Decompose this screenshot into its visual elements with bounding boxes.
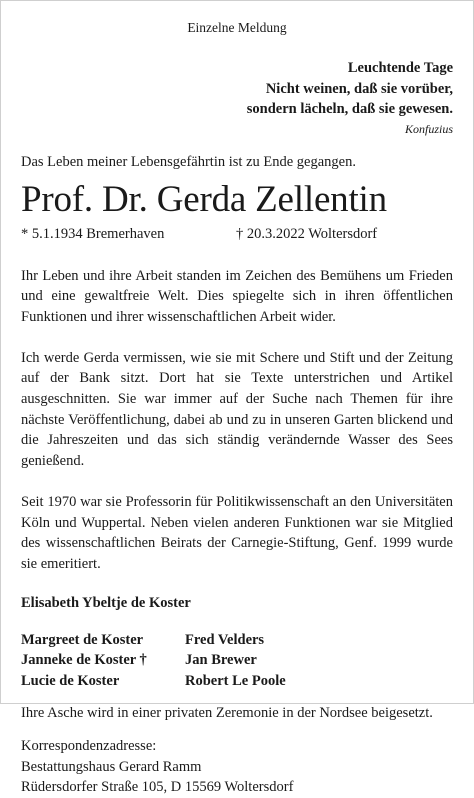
primary-mourner: Elisabeth Ybeltje de Koster [21,594,191,611]
death-date: † 20.3.2022 Woltersdorf [236,225,378,242]
notice-header: Einzelne Meldung [187,20,287,35]
life-dates [21,226,453,244]
mourner-name: Lucie de Koster [21,672,120,689]
burial-note: Ihre Asche wird in einer privaten Zeremonie in der Nordsee beigesetzt. [21,705,433,722]
quote-line: sondern lächeln, daß sie gewesen. [246,101,453,117]
quote-line: Leuchtende Tage [347,60,453,76]
mourner-name: Margreet de Koster [21,631,144,648]
paragraph-life-work: Ihr Leben und ihre Arbeit standen im Zeichen des Bemühens um Frieden und eine gewaltfreie Welt. Dies spiegelte sich in ihren öffentlichen Funktionen und ihrer wissenschaftlichen Arbeit wider. [21,267,453,325]
memorial-quote [21,58,453,120]
paragraph-career: Seit 1970 war sie Professorin für Politikwissenschaft an den Universitäten Köln und Wuppertal. Neben vielen anderen Funktionen war sie Mitglied des wissenschaftlichen Beirats der Carnegie-Stiftung, Genf. 1999 wurde sie emeritiert. [21,493,453,572]
mourner-name: Jan Brewer [185,652,257,669]
mourner-name: Robert Le Poole [185,672,286,689]
intro-sentence: Das Leben meiner Lebensgefährtin ist zu Ende gegangen. [21,153,356,170]
mourners-list [21,630,453,692]
mourner-name: Janneke de Koster † [21,652,147,669]
mourner-name: Fred Velders [185,631,265,648]
address-line: Rüdersdorfer Straße 105, D 15569 Woltersdorf [21,779,294,796]
quote-author: Konfuzius [404,121,453,136]
birth-date: * 5.1.1934 Bremerhaven [21,225,165,242]
paragraph-memories: Ich werde Gerda vermissen, wie sie mit Schere und Stift und der Zeitung auf der Bank sitzt. Dort hat sie Texte unterstrichen und Artikel ausgeschnitten. Sie war immer auf der Suche nach Themen für ihre nächste Veröffentlichung, dabei ab und zu in unseren Garten blickend und die Jahreszeiten und das sich ständig verändernde Wasser des Sees genießend. [21,349,453,470]
quote-line: Nicht weinen, daß sie vorüber, [265,80,453,97]
deceased-name: Prof. Dr. Gerda Zellentin [21,178,387,220]
address-line: Bestattungshaus Gerard Ramm [21,758,202,775]
address-label: Korrespondenzadresse: [21,738,157,755]
correspondence-address [21,736,453,798]
